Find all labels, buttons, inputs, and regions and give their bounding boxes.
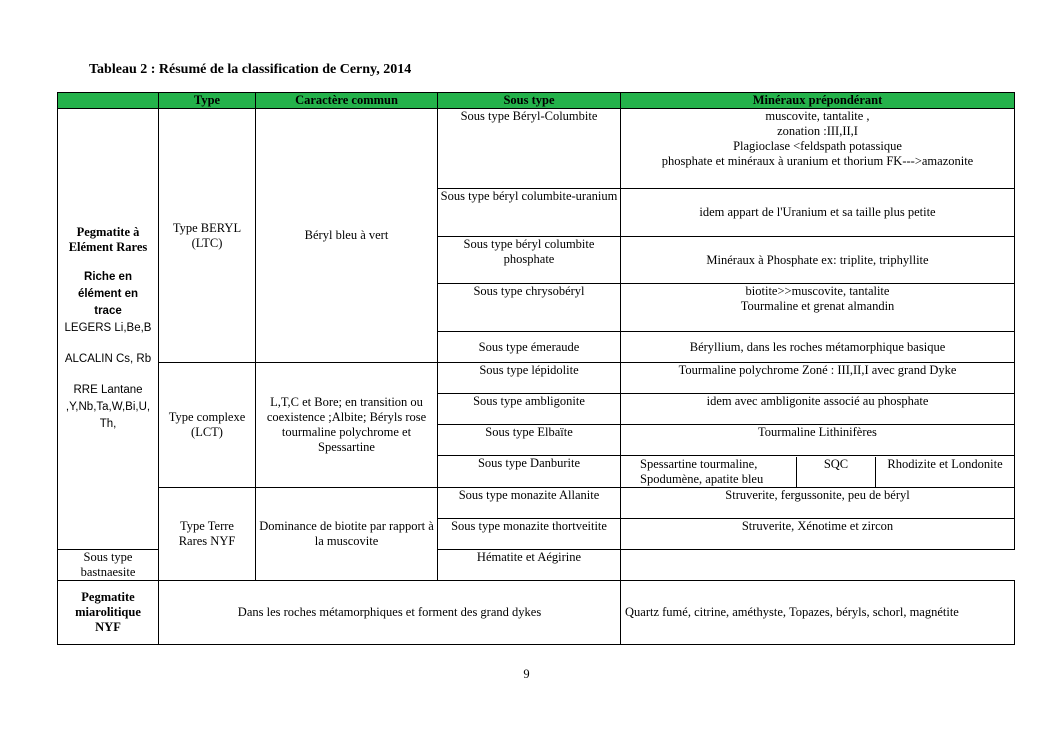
- common-terres-rares: Dominance de biotite par rapport à la muscovite: [256, 488, 438, 581]
- minerals-cell: Béryllium, dans les roches métamorphique basique: [621, 332, 1015, 363]
- subtype-cell: Sous type monazite Allanite: [438, 488, 621, 519]
- page-number: 9: [523, 667, 530, 681]
- common-complex: L,T,C et Bore; en transition ou coexistence ;Albite; Béryls rose tourmaline polychrome et Spessartine: [256, 363, 438, 488]
- minerals-cell: Struverite, Xénotime et zircon: [621, 519, 1015, 550]
- header-type: Type: [159, 93, 256, 109]
- group-label-line: miarolitique: [75, 605, 141, 619]
- subtype-cell: Sous type monazite thortveitite: [438, 519, 621, 550]
- minerals-line: Spessartine tourmaline,: [640, 456, 758, 471]
- header-common: Caractère commun: [256, 93, 438, 109]
- table-row: [58, 109, 1015, 189]
- type-label-line: Rares NYF: [178, 534, 236, 548]
- subtype-cell: Sous type ambligonite: [438, 394, 621, 425]
- subtype-cell: Sous type Elbaïte: [438, 425, 621, 456]
- group-label-line: RRE Lantane: [73, 384, 143, 396]
- subtype-cell: Sous type chrysobéryl: [438, 284, 621, 332]
- table-row: [58, 488, 1015, 519]
- group-label-line: ALCALIN Cs, Rb: [64, 353, 152, 365]
- group-label-line: LEGERS Li,Be,B: [64, 322, 152, 334]
- minerals-cell: idem appart de l'Uranium et sa taille plus petite: [621, 189, 1015, 237]
- group-rare-elements: [58, 109, 159, 550]
- subtype-cell: Sous type béryl columbite phosphate: [438, 237, 621, 284]
- type-label-line: Type Terre: [180, 519, 234, 533]
- minerals-cell: Hématite et Aégirine: [438, 550, 621, 581]
- subtype-cell: Sous type lépidolite: [438, 363, 621, 394]
- minerals-cell: Tourmaline Lithinifères: [621, 425, 1015, 456]
- minerals-subcell: Rhodizite et Londonite: [887, 456, 1003, 471]
- minerals-line: Spodumène, apatite bleu: [640, 471, 764, 486]
- header-blank: [58, 93, 159, 109]
- header-subtype: Sous type: [438, 93, 621, 109]
- minerals-line: Plagioclase <feldspath potassique: [733, 139, 902, 153]
- minerals-line: Tourmaline et grenat almandin: [740, 299, 895, 313]
- group-label-line: Pegmatite à: [76, 225, 140, 239]
- page-title: Tableau 2 : Résumé de la classification de Cerny, 2014: [89, 62, 412, 77]
- minerals-subcell: [621, 457, 797, 487]
- type-complex: [159, 363, 256, 488]
- header-minerals: Minéraux prépondérant: [621, 93, 1015, 109]
- group-miarolitique: [58, 581, 159, 645]
- minerals-cell: Tourmaline polychrome Zoné : III,II,I avec grand Dyke: [621, 363, 1015, 394]
- group-label-line: Elément Rares: [68, 240, 148, 254]
- table-row: [58, 581, 1015, 645]
- header-row: [58, 93, 1015, 109]
- minerals-subcell: SQC: [797, 457, 876, 487]
- subtype-cell: Sous type bastnaesite: [58, 550, 159, 581]
- group-label-line: trace: [94, 305, 122, 317]
- minerals-cell: idem avec ambligonite associé au phosphate: [621, 394, 1015, 425]
- group-label-line: Riche en: [84, 271, 132, 283]
- subtype-cell: Sous type Béryl-Columbite: [438, 109, 621, 189]
- subtype-cell: Sous type Danburite: [438, 456, 621, 488]
- type-label-line: (LTC): [191, 235, 223, 250]
- type-beryl: [159, 109, 256, 363]
- minerals-line: phosphate et minéraux à uranium et thorium FK--->amazonite: [661, 154, 974, 168]
- minerals-line: biotite>>muscovite, tantalite: [745, 284, 890, 298]
- group-label-line: ,Y,Nb,Ta,W,Bi,U,: [65, 401, 151, 413]
- minerals-cell-split: [621, 456, 1015, 488]
- minerals-cell: Minéraux à Phosphate ex: triplite, triphyllite: [621, 237, 1015, 284]
- group-label-line: élément en: [77, 288, 139, 300]
- classification-table: [57, 92, 1015, 645]
- type-terres-rares: [159, 488, 256, 581]
- minerals-line: zonation :III,II,I: [777, 124, 858, 138]
- type-label-line: Type complexe: [168, 410, 246, 424]
- subtype-cell: Sous type émeraude: [438, 332, 621, 363]
- group-label-line: NYF: [95, 620, 121, 634]
- minerals-cell: [621, 109, 1015, 189]
- common-beryl: Béryl bleu à vert: [256, 109, 438, 363]
- miarolitique-description: Dans les roches métamorphiques et forment des grand dykes: [159, 581, 621, 645]
- group-label-line: Th,: [99, 418, 117, 430]
- type-label-line: Type BERYL: [172, 220, 242, 235]
- group-label-line: Pegmatite: [81, 590, 135, 604]
- subtype-cell: Sous type béryl columbite-uranium: [438, 189, 621, 237]
- minerals-line: muscovite, tantalite ,: [765, 109, 870, 123]
- minerals-cell: Struverite, fergussonite, peu de béryl: [621, 488, 1015, 519]
- minerals-cell: [621, 284, 1015, 332]
- table-row: [58, 363, 1015, 394]
- miarolitique-minerals: Quartz fumé, citrine, améthyste, Topazes, béryls, schorl, magnétite: [621, 581, 1015, 645]
- type-label-line: (LCT): [191, 425, 223, 439]
